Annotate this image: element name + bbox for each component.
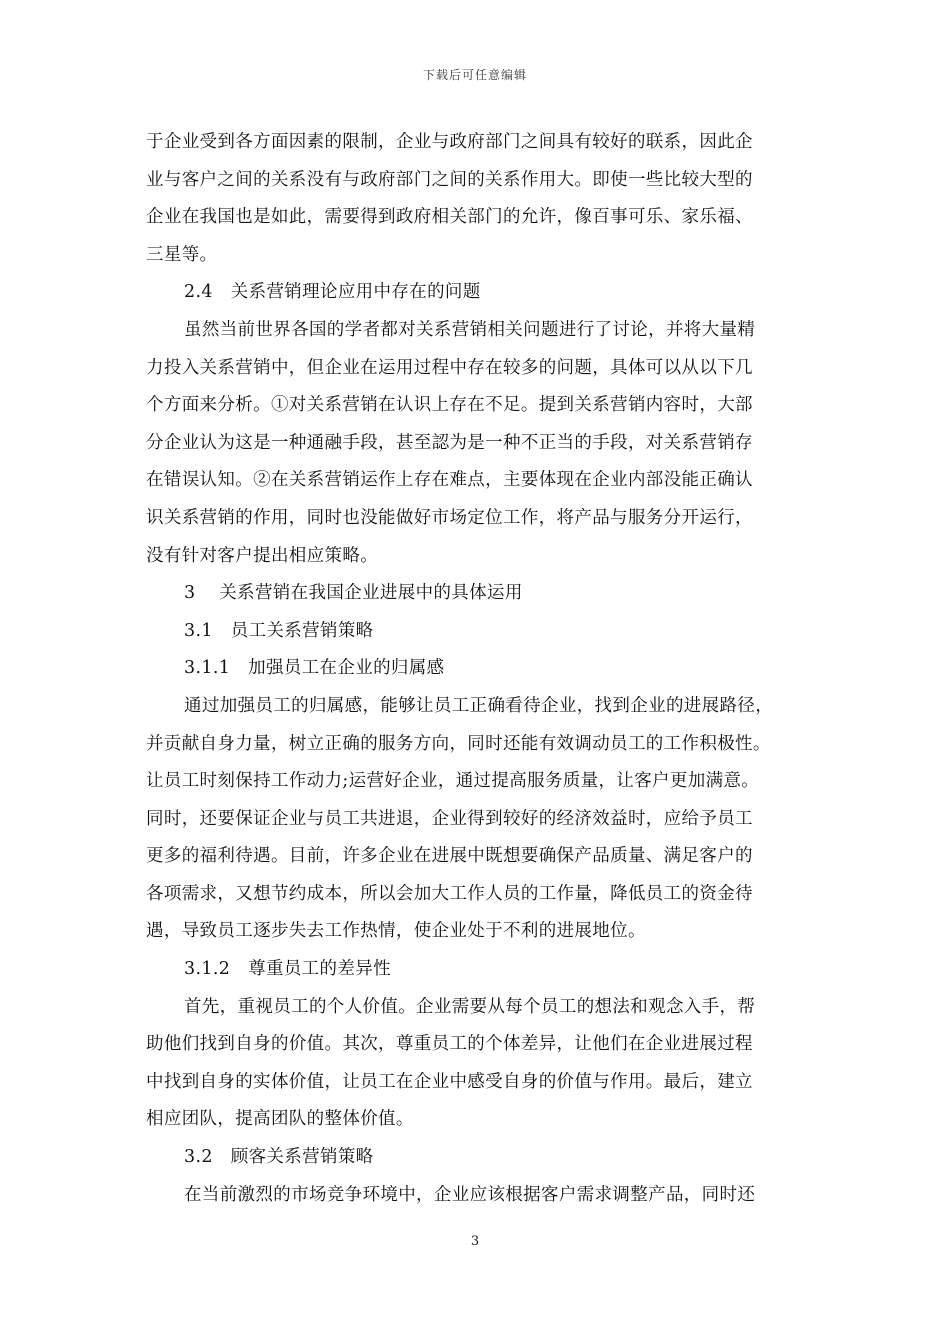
paragraph-line: 首先，重视员工的个人价值。企业需要从每个员工的想法和观念入手，帮 (184, 996, 756, 1017)
section-heading: 3 关系营销在我国企业进展中的具体运用 (184, 583, 523, 604)
paragraph-line: 助他们找到自身的价值。其次，尊重员工的个体差异，让他们在企业进展过程 (146, 1034, 753, 1055)
paragraph-line: 业与客户之间的关系没有与政府部门之间的关系作用大。即使一些比较大型的 (146, 169, 753, 190)
section-heading: 3.1 员工关系营销策略 (184, 620, 374, 641)
section-heading: 3.1.1 加强员工在企业的归属感 (184, 658, 445, 679)
paragraph-line: 遇，导致员工逐步失去工作热情，使企业处于不利的进展地位。 (146, 921, 646, 942)
section-heading: 3.1.2 尊重员工的差异性 (184, 959, 391, 980)
paragraph-line: 更多的福利待遇。目前，许多企业在进展中既想要确保产品质量、满足客户的 (146, 846, 753, 867)
page-header: 下载后可任意编辑 (422, 68, 527, 82)
paragraph-line: 在当前激烈的市场竞争环境中，企业应该根据客户需求调整产品，同时还 (184, 1184, 756, 1205)
paragraph-line: 中找到自身的实体价值，让员工在企业中感受自身的价值与作用。最后，建立 (146, 1071, 753, 1092)
paragraph-line: 相应团队，提高团队的整体价值。 (146, 1109, 414, 1130)
page-number: 3 (470, 1234, 480, 1249)
paragraph-line: 各项需求，又想节约成本，所以会加大工作人员的工作量，降低员工的资金待 (146, 883, 753, 904)
paragraph-line: 企业在我国也是如此，需要得到政府相关部门的允许，像百事可乐、家乐福、 (146, 207, 753, 228)
paragraph-line: 并贡献自身力量，树立正确的服务方向，同时还能有效调动员工的工作积极性。 (146, 733, 771, 754)
paragraph-line: 于企业受到各方面因素的限制，企业与政府部门之间具有较好的联系，因此企 (146, 132, 753, 152)
paragraph-line: 分企业认为这是一种通融手段，甚至認为是一种不正当的手段，对关系营销存 (146, 432, 753, 453)
paragraph-line: 个方面来分析。①对关系营销在认识上存在不足。提到关系营销内容时，大部 (146, 395, 753, 416)
paragraph-line: 虽然当前世界各国的学者都对关系营销相关问题进行了讨论，并将大量精 (184, 319, 756, 340)
paragraph-line: 三星等。 (146, 244, 218, 265)
document-body (146, 124, 812, 1214)
paragraph-line: 在错误认知。②在关系营销运作上存在难点，主要体现在企业内部没能正确认 (146, 470, 753, 491)
paragraph-line: 同时，还要保证企业与员工共进退，企业得到较好的经济效益时，应给予员工 (146, 808, 753, 829)
paragraph-line: 没有针对客户提出相应策略。 (146, 545, 379, 566)
paragraph-line: 力投入关系营销中，但企业在运用过程中存在较多的问题，具体可以从以下几 (146, 357, 753, 378)
paragraph-line: 让员工时刻保持工作动力;运营好企业，通过提高服务质量，让客户更加满意。 (146, 771, 760, 792)
paragraph-line: 通过加强员工的归属感，能够让员工正确看待企业，找到企业的进展路径， (184, 695, 774, 716)
paragraph-line: 识关系营销的作用，同时也没能做好市场定位工作，将产品与服务分开运行， (146, 507, 753, 528)
section-heading: 2.4 关系营销理论应用中存在的问题 (184, 282, 481, 303)
section-heading: 3.2 顾客关系营销策略 (184, 1147, 374, 1168)
